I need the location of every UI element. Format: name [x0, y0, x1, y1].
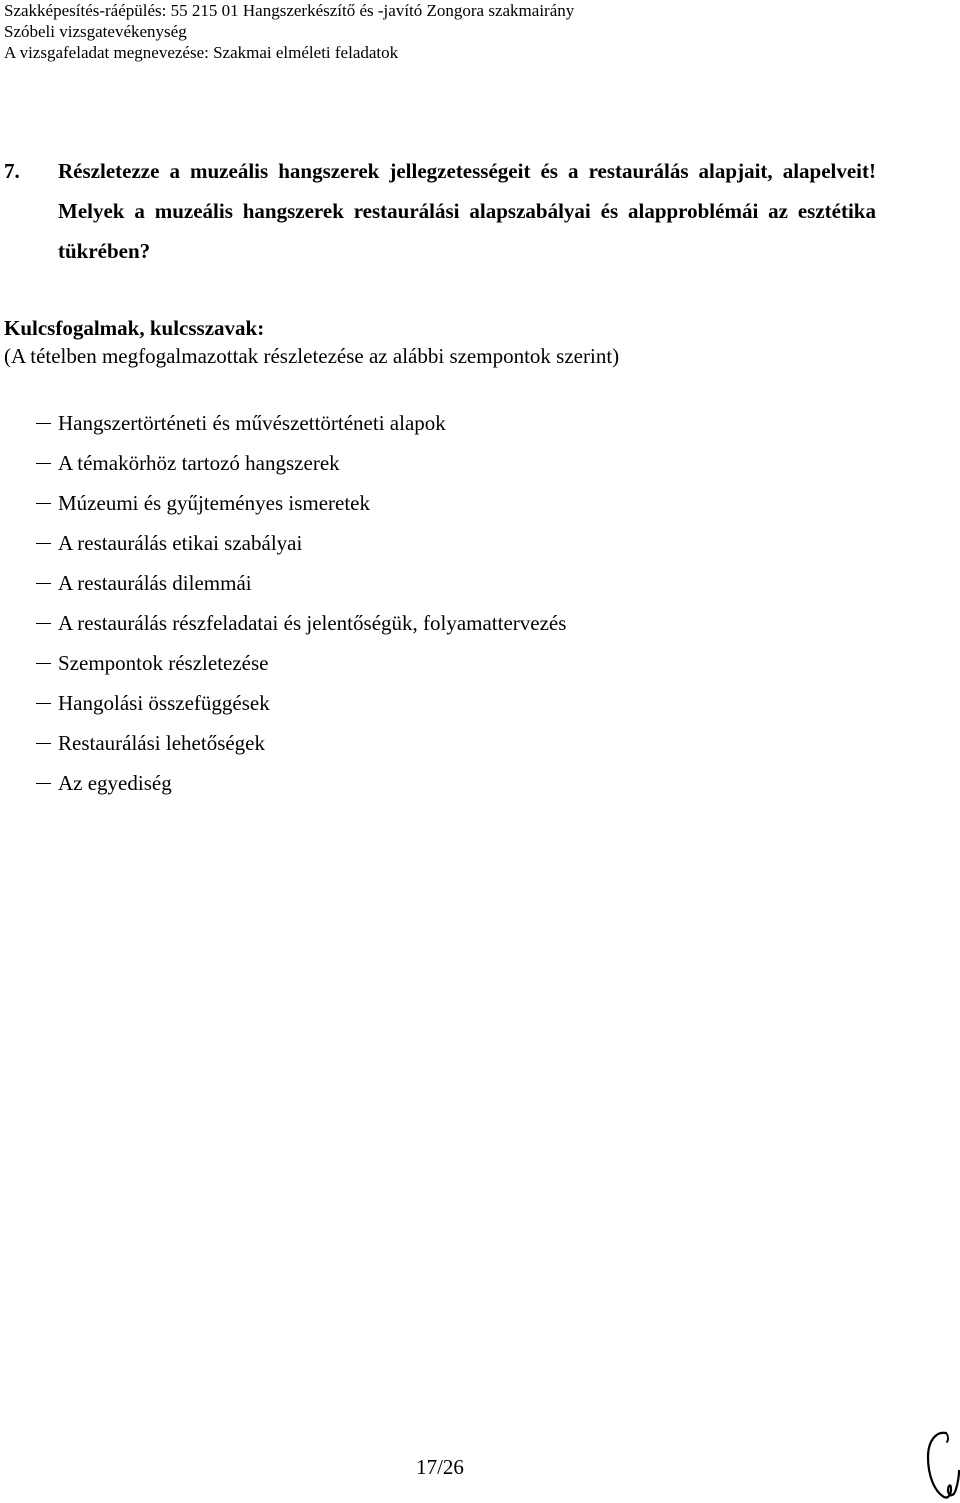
- list-item: [36, 647, 566, 687]
- page-header: [4, 0, 574, 63]
- list-item: [36, 487, 566, 527]
- keywords-list: [36, 407, 566, 807]
- list-item-text: Restaurálási lehetőségek: [58, 731, 266, 755]
- list-item: [36, 687, 566, 727]
- dash-bullet: [36, 543, 51, 544]
- dash-bullet: [36, 423, 51, 424]
- list-item-text: Hangolási összefüggések: [58, 691, 270, 715]
- dash-bullet: [36, 783, 51, 784]
- dash-bullet: [36, 503, 51, 504]
- list-item: [36, 527, 566, 567]
- dash-bullet: [36, 583, 51, 584]
- handwritten-signature: [918, 1425, 960, 1503]
- keywords-subtitle: (A tételben megfogalmazottak részletezése az alábbi szempontok szerint): [4, 344, 620, 368]
- list-item-text: Szempontok részletezése: [58, 651, 269, 675]
- list-item-text: A restaurálás etikai szabályai: [58, 531, 303, 555]
- header-exam-activity: Szóbeli vizsgatevékenység: [4, 22, 187, 41]
- exam-question: [4, 151, 876, 271]
- list-item-text: A restaurálás dilemmái: [58, 571, 252, 595]
- list-item-text: A restaurálás részfeladatai és jelentőségük, folyamattervezés: [58, 611, 567, 635]
- list-item: [36, 727, 566, 767]
- list-item: [36, 567, 566, 607]
- list-item: [36, 407, 566, 447]
- dash-bullet: [36, 623, 51, 624]
- header-qualification: Szakképesítés-ráépülés: 55 215 01 Hangszerkészítő és -javító Zongora szakmairány: [4, 1, 575, 20]
- list-item-text: Hangszertörténeti és művészettörténeti alapok: [58, 411, 446, 435]
- dash-bullet: [36, 663, 51, 664]
- question-number: 7.: [4, 159, 20, 183]
- header-task-name: A vizsgafeladat megnevezése: Szakmai elméleti feladatok: [4, 43, 399, 62]
- page-number: 17/26: [416, 1455, 464, 1479]
- list-item: [36, 767, 566, 807]
- dash-bullet: [36, 743, 51, 744]
- list-item-text: Az egyediség: [58, 771, 172, 795]
- list-item: [36, 447, 566, 487]
- dash-bullet: [36, 703, 51, 704]
- keywords-section: [4, 314, 619, 370]
- dash-bullet: [36, 463, 51, 464]
- question-text: Részletezze a muzeális hangszerek jellegzetességeit és a restaurálás alapjait, alapelveit! Melyek a muzeális hangszerek restaurálási alapszabályai és alapproblémái az esztétika tükrében?: [58, 159, 876, 263]
- list-item-text: A témakörhöz tartozó hangszerek: [58, 451, 340, 475]
- keywords-title: Kulcsfogalmak, kulcsszavak:: [4, 316, 265, 340]
- list-item-text: Múzeumi és gyűjteményes ismeretek: [58, 491, 370, 515]
- list-item: [36, 607, 566, 647]
